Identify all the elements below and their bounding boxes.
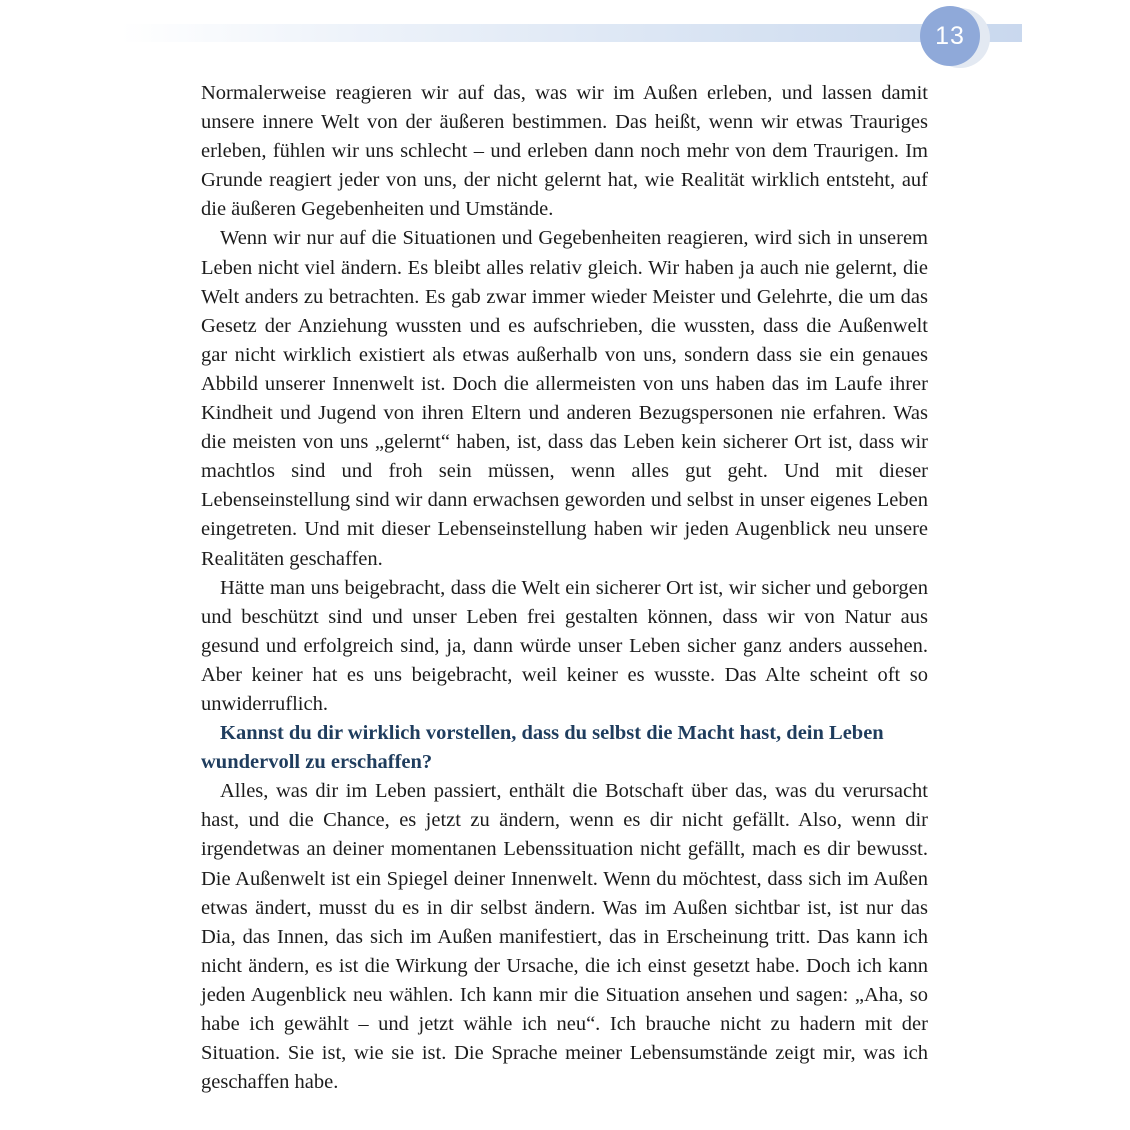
paragraph-3: Hätte man uns beigebracht, dass die Welt ein sicherer Ort ist, wir sicher und geborgen und beschützt sind und unser Leben frei gestalten können, dass wir von Natur aus gesund und erfolgreich sind, ja, dann würde unser Leben sicher ganz anders aussehen. Aber keiner hat es uns beigebracht, weil keiner es wusste. Das Alte scheint oft so unwiderruflich. xyxy=(201,576,928,715)
header-band xyxy=(120,24,1022,42)
paragraph-1: Normalerweise reagieren wir auf das, was wir im Außen erleben, und lassen damit unsere innere Welt von der äußeren bestimmen. Das heißt, wenn wir etwas Trauriges erleben, fühlen wir uns schlecht – und erleben dann noch mehr von dem Traurigen. Im Grunde reagiert jeder von uns, der nicht gelernt hat, wie Realität wirklich entsteht, auf die äußeren Gegebenheiten und Umstände. xyxy=(201,82,928,221)
paragraph-2: Wenn wir nur auf die Situationen und Gegebenheiten reagieren, wird sich in unserem Leben nicht viel ändern. Es bleibt alles relativ gleich. Wir haben ja auch nie gelernt, die Welt anders zu betrachten. Es gab zwar immer wieder Meister und Gelehrte, die um das Gesetz der Anziehung wussten und es aufschrieben, die wussten, dass die Außenwelt gar nicht wirklich existiert als etwas außerhalb von uns, sondern dass sie ein genaues Abbild unserer Innenwelt ist. Doch die allermeisten von uns haben das im Laufe ihrer Kindheit und Jugend von ihren Eltern und anderen Bezugspersonen nie erfahren. Was die meisten von uns „gelernt“ haben, ist, dass das Leben kein sicherer Ort ist, dass wir machtlos sind und froh sein müssen, wenn alles gut geht. Und mit dieser Lebenseinstellung sind wir dann erwachsen geworden und selbst in unser eigenes Leben eingetreten. Und mit dieser Lebenseinstellung haben wir jeden Augenblick neu unsere Realitäten geschaffen. xyxy=(201,227,928,570)
highlighted-question: Kannst du dir wirklich vorstellen, dass du selbst die Macht hast, dein Leben wundervoll zu erschaffen? xyxy=(201,722,884,774)
paragraph-4: Alles, was dir im Leben passiert, enthält die Botschaft über das, was du verursacht hast, und die Chance, es jetzt zu ändern, wenn es dir nicht gefällt. Also, wenn dir irgendetwas an deiner momentanen Lebenssituation nicht gefällt, mach es dir bewusst. Die Außenwelt ist ein Spiegel deiner Innenwelt. Wenn du möchtest, dass sich im Außen etwas ändert, musst du es in dir selbst ändern. Was im Außen sichtbar ist, ist nur das Dia, das Innen, das sich im Außen manifestiert, das in Erscheinung tritt. Das kann ich nicht ändern, es ist die Wirkung der Ursache, die ich einst gesetzt habe. Doch ich kann jeden Augenblick neu wählen. Ich kann mir die Situation ansehen und sagen: „Aha, so habe ich gewählt – und jetzt wähle ich neu“. Ich brauche nicht zu hadern mit der Situation. Sie ist, wie sie ist. Die Sprache meiner Lebensumstände zeigt mir, was ich geschaffen habe. xyxy=(201,780,928,1094)
page-number-badge: 13 xyxy=(920,6,980,66)
body-text xyxy=(201,79,928,1097)
